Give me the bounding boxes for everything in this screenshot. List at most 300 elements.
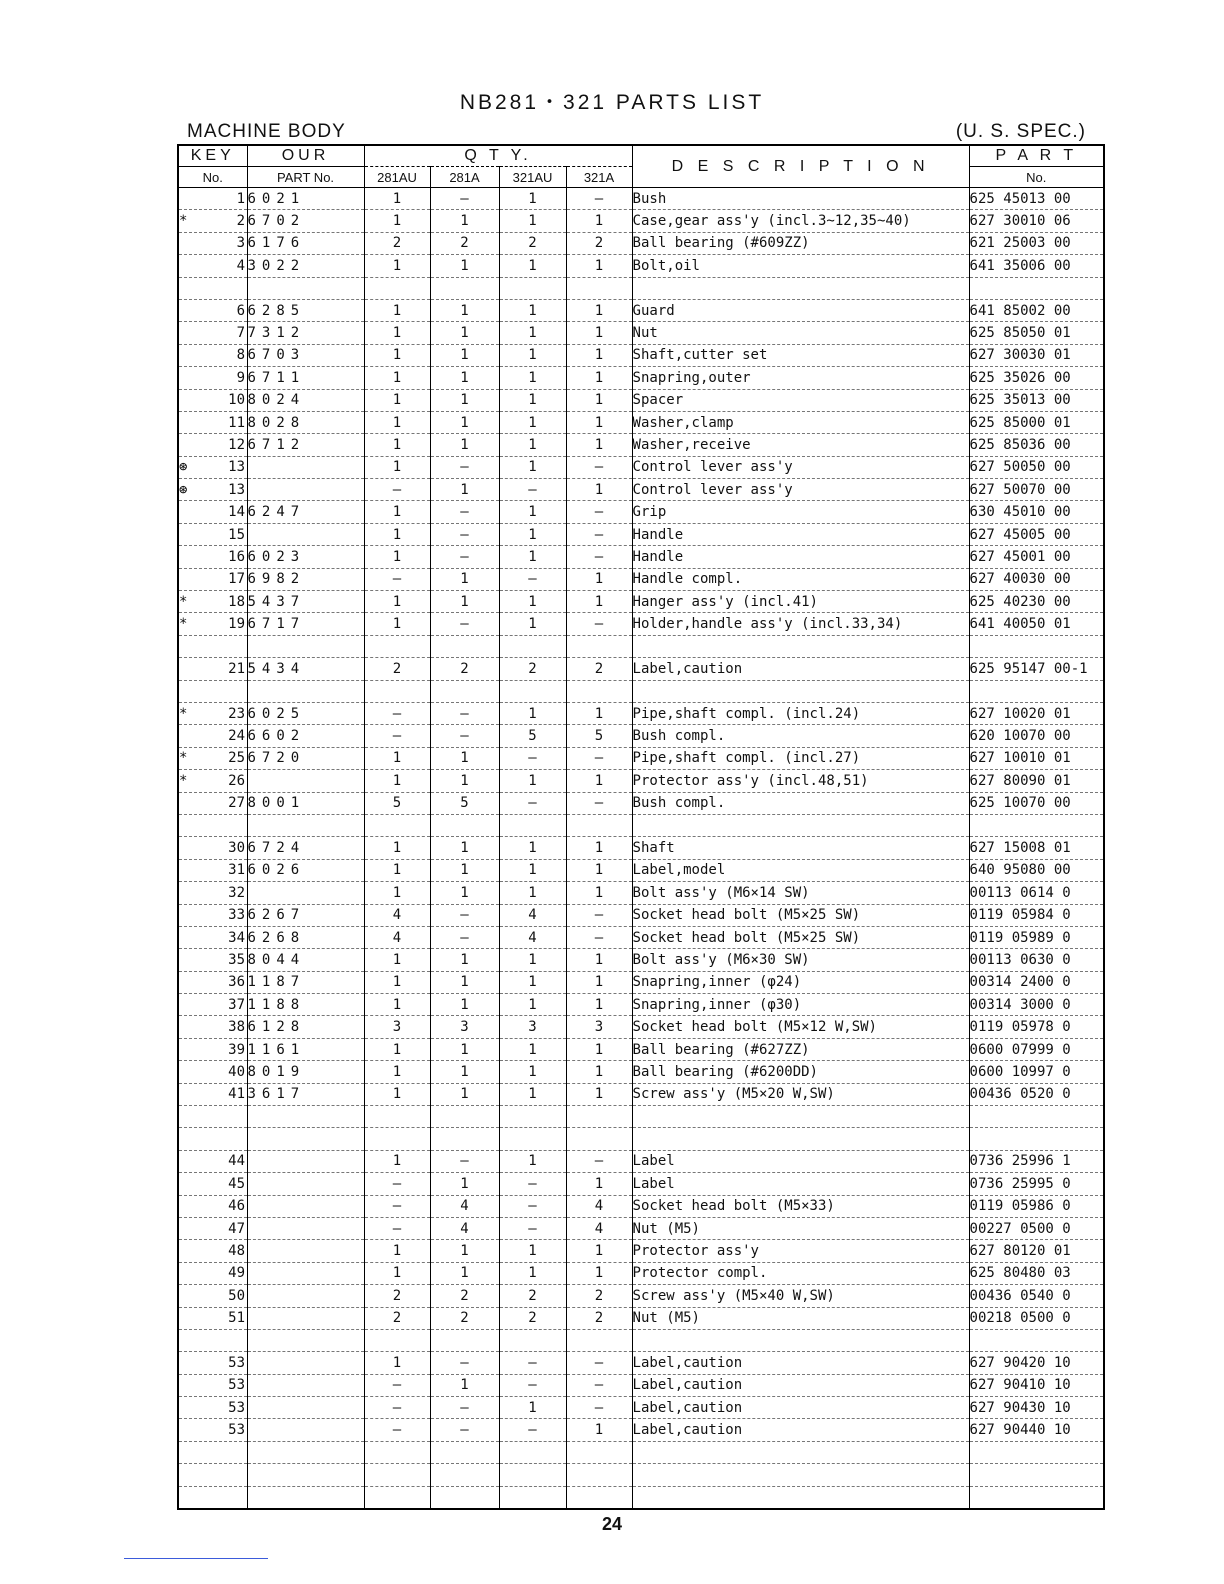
- description-cell: Handle: [632, 546, 969, 568]
- part-number-cell: 627 15008 01: [969, 837, 1104, 859]
- qty-cell: 1: [364, 1240, 430, 1262]
- key-cell: [178, 904, 247, 926]
- key-cell: [178, 1128, 247, 1150]
- table-row: [178, 725, 1104, 747]
- table-row: [178, 859, 1104, 881]
- key-cell: [178, 837, 247, 859]
- description-cell: Guard: [632, 299, 969, 321]
- our-part-cell: [247, 1285, 364, 1307]
- table-row: [178, 479, 1104, 501]
- part-number-cell: 627 30030 01: [969, 344, 1104, 366]
- description-cell: Pipe,shaft compl. (incl.24): [632, 702, 969, 724]
- our-part-cell: 6982: [247, 568, 364, 590]
- table-row: [178, 255, 1104, 277]
- key-cell: [178, 546, 247, 568]
- part-number-cell: 627 90410 10: [969, 1374, 1104, 1396]
- table-row: [178, 904, 1104, 926]
- our-part-cell: [247, 1374, 364, 1396]
- qty-cell: [499, 1464, 566, 1486]
- page-number: 24: [601, 1514, 623, 1534]
- key-cell: [178, 1329, 247, 1351]
- qty-cell: —: [499, 1374, 566, 1396]
- table-row: [178, 1329, 1104, 1351]
- key-cell: [178, 949, 247, 971]
- table-row: [178, 1173, 1104, 1195]
- qty-cell: [364, 680, 430, 702]
- key-number: 49: [228, 1265, 245, 1282]
- description-cell: Ball bearing (#6200DD): [632, 1061, 969, 1083]
- part-number-cell: 640 95080 00: [969, 859, 1104, 881]
- qty-cell: 1: [430, 210, 499, 232]
- qty-cell: 1: [566, 1173, 632, 1195]
- key-cell: [178, 1150, 247, 1172]
- our-part-cell: 8024: [247, 389, 364, 411]
- qty-cell: 2: [499, 1307, 566, 1329]
- our-part-cell: 6724: [247, 837, 364, 859]
- description-cell: Nut: [632, 322, 969, 344]
- qty-cell: 1: [364, 1083, 430, 1105]
- our-part-cell: [247, 1486, 364, 1509]
- description-cell: Nut (M5): [632, 1217, 969, 1239]
- qty-col-321au: 321AU: [499, 167, 566, 188]
- description-cell: Handle: [632, 523, 969, 545]
- key-cell: [178, 389, 247, 411]
- table-row: [178, 1397, 1104, 1419]
- description-cell: Shaft: [632, 837, 969, 859]
- qty-cell: 1: [430, 859, 499, 881]
- key-cell: [178, 1038, 247, 1060]
- qty-cell: 1: [566, 367, 632, 389]
- table-row: [178, 837, 1104, 859]
- qty-cell: 1: [430, 434, 499, 456]
- qty-cell: 2: [430, 658, 499, 680]
- key-number: 12: [228, 436, 245, 453]
- table-row: [178, 232, 1104, 254]
- description-cell: Label,caution: [632, 1419, 969, 1441]
- qty-cell: 1: [499, 299, 566, 321]
- qty-cell: 3: [566, 1016, 632, 1038]
- qty-cell: [364, 1464, 430, 1486]
- qty-cell: 1: [430, 747, 499, 769]
- qty-cell: 1: [566, 1061, 632, 1083]
- table-row: [178, 367, 1104, 389]
- description-cell: Hanger ass'y (incl.41): [632, 591, 969, 613]
- key-cell: [178, 591, 247, 613]
- table-row: [178, 1038, 1104, 1060]
- our-part-cell: 6703: [247, 344, 364, 366]
- our-part-cell: [247, 1352, 364, 1374]
- part-number-cell: 625 35026 00: [969, 367, 1104, 389]
- key-number: 36: [228, 974, 245, 991]
- qty-cell: 4: [499, 926, 566, 948]
- key-cell: [178, 1374, 247, 1396]
- qty-cell: 1: [499, 1038, 566, 1060]
- key-number: 53: [228, 1377, 245, 1394]
- qty-cell: [566, 1329, 632, 1351]
- qty-cell: [430, 1464, 499, 1486]
- our-part-cell: 8028: [247, 411, 364, 433]
- qty-cell: 1: [566, 479, 632, 501]
- key-number: 3: [236, 235, 245, 252]
- qty-cell: [499, 1441, 566, 1463]
- qty-cell: 1: [430, 1061, 499, 1083]
- qty-cell: 1: [499, 1262, 566, 1284]
- description-cell: Socket head bolt (M5×25 SW): [632, 904, 969, 926]
- table-row: [178, 814, 1104, 836]
- qty-cell: 1: [566, 1083, 632, 1105]
- key-number: 37: [228, 996, 245, 1013]
- qty-cell: [499, 1106, 566, 1128]
- key-number: 34: [228, 929, 245, 946]
- key-cell: [178, 680, 247, 702]
- key-number: 13: [228, 481, 245, 498]
- table-row: [178, 546, 1104, 568]
- qty-cell: 2: [364, 232, 430, 254]
- qty-cell: [566, 635, 632, 657]
- part-number-cell: 00436 0520 0: [969, 1083, 1104, 1105]
- description-cell: Label,caution: [632, 1352, 969, 1374]
- qty-cell: 1: [566, 299, 632, 321]
- part-number-cell: 625 40230 00: [969, 591, 1104, 613]
- table-row: [178, 188, 1104, 210]
- qty-cell: —: [566, 792, 632, 814]
- part-number-cell: 627 45005 00: [969, 523, 1104, 545]
- footer-rule: [124, 1558, 268, 1559]
- table-row: [178, 1464, 1104, 1486]
- qty-cell: 1: [430, 389, 499, 411]
- table-row: [178, 501, 1104, 523]
- part-number-cell: 627 40030 00: [969, 568, 1104, 590]
- qty-cell: [364, 1329, 430, 1351]
- description-cell: Washer,clamp: [632, 411, 969, 433]
- part-number-cell: 625 35013 00: [969, 389, 1104, 411]
- qty-cell: 2: [430, 232, 499, 254]
- description-cell: Handle compl.: [632, 568, 969, 590]
- table-row: [178, 1061, 1104, 1083]
- table-row: [178, 1016, 1104, 1038]
- key-cell: [178, 411, 247, 433]
- our-part-cell: 8001: [247, 792, 364, 814]
- qty-cell: 1: [364, 949, 430, 971]
- key-cell: [178, 456, 247, 478]
- table-row: [178, 1419, 1104, 1441]
- qty-cell: [566, 1464, 632, 1486]
- part-number-cell: 641 35006 00: [969, 255, 1104, 277]
- qty-cell: —: [364, 479, 430, 501]
- qty-cell: 2: [566, 232, 632, 254]
- qty-cell: 4: [566, 1195, 632, 1217]
- description-cell: [632, 1464, 969, 1486]
- qty-cell: 1: [364, 1150, 430, 1172]
- qty-cell: —: [566, 188, 632, 210]
- key-mark: ⊛: [179, 481, 188, 498]
- qty-cell: —: [499, 1352, 566, 1374]
- description-cell: Nut (M5): [632, 1307, 969, 1329]
- key-cell: [178, 971, 247, 993]
- our-part-cell: 6176: [247, 232, 364, 254]
- qty-cell: —: [566, 613, 632, 635]
- table-row: [178, 1486, 1104, 1509]
- our-part-cell: 6268: [247, 926, 364, 948]
- our-part-cell: 6712: [247, 434, 364, 456]
- qty-cell: [430, 1106, 499, 1128]
- qty-cell: 1: [364, 501, 430, 523]
- qty-cell: 1: [499, 859, 566, 881]
- key-number: 23: [228, 705, 245, 722]
- key-number: 14: [228, 504, 245, 521]
- key-mark: *: [179, 213, 188, 230]
- description-cell: Snapring,inner (φ24): [632, 971, 969, 993]
- qty-cell: 1: [430, 1374, 499, 1396]
- our-part-cell: [247, 680, 364, 702]
- table-row: [178, 702, 1104, 724]
- part-number-cell: 0600 07999 0: [969, 1038, 1104, 1060]
- description-cell: Bolt ass'y (M6×14 SW): [632, 882, 969, 904]
- description-cell: Bolt ass'y (M6×30 SW): [632, 949, 969, 971]
- key-number: 19: [228, 616, 245, 633]
- qty-cell: —: [566, 747, 632, 769]
- key-cell: [178, 1285, 247, 1307]
- qty-cell: —: [566, 904, 632, 926]
- qty-cell: —: [499, 568, 566, 590]
- qty-cell: [364, 814, 430, 836]
- qty-cell: 1: [566, 411, 632, 433]
- qty-cell: 1: [364, 747, 430, 769]
- description-cell: Control lever ass'y: [632, 456, 969, 478]
- key-cell: [178, 882, 247, 904]
- our-part-cell: 6247: [247, 501, 364, 523]
- key-cell: [178, 210, 247, 232]
- our-part-cell: [247, 456, 364, 478]
- part-number-cell: 627 10020 01: [969, 702, 1104, 724]
- part-number-cell: 00113 0614 0: [969, 882, 1104, 904]
- qty-cell: 1: [364, 210, 430, 232]
- our-part-cell: 8019: [247, 1061, 364, 1083]
- qty-cell: 1: [430, 1240, 499, 1262]
- key-cell: [178, 501, 247, 523]
- qty-cell: 1: [364, 255, 430, 277]
- our-part-cell: 6717: [247, 613, 364, 635]
- qty-cell: 2: [430, 1285, 499, 1307]
- qty-cell: 1: [499, 1397, 566, 1419]
- our-part-cell: 6025: [247, 702, 364, 724]
- qty-cell: 1: [430, 344, 499, 366]
- qty-cell: 1: [364, 859, 430, 881]
- table-row: [178, 1307, 1104, 1329]
- qty-col-321a: 321A: [566, 167, 632, 188]
- description-cell: Bush compl.: [632, 792, 969, 814]
- part-number-cell: [969, 1106, 1104, 1128]
- qty-cell: 1: [566, 702, 632, 724]
- description-cell: Bush: [632, 188, 969, 210]
- our-part-cell: [247, 1464, 364, 1486]
- qty-cell: —: [364, 725, 430, 747]
- qty-cell: 1: [430, 255, 499, 277]
- key-number: 35: [228, 951, 245, 968]
- part-number-cell: 00218 0500 0: [969, 1307, 1104, 1329]
- description-cell: Screw ass'y (M5×20 W,SW): [632, 1083, 969, 1105]
- qty-cell: 3: [430, 1016, 499, 1038]
- key-number: 17: [228, 571, 245, 588]
- qty-cell: 1: [566, 389, 632, 411]
- qty-cell: 1: [364, 882, 430, 904]
- key-number: 16: [228, 548, 245, 565]
- table-row: [178, 747, 1104, 769]
- qty-cell: 3: [499, 1016, 566, 1038]
- part-number-cell: 00227 0500 0: [969, 1217, 1104, 1239]
- our-part-cell: 6602: [247, 725, 364, 747]
- key-cell: [178, 1464, 247, 1486]
- qty-cell: 1: [430, 568, 499, 590]
- qty-cell: [566, 277, 632, 299]
- part-number-cell: [969, 1128, 1104, 1150]
- qty-cell: 1: [430, 1262, 499, 1284]
- table-row: [178, 389, 1104, 411]
- qty-cell: 2: [566, 1285, 632, 1307]
- table-row: [178, 277, 1104, 299]
- key-number: 18: [228, 593, 245, 610]
- qty-cell: 1: [499, 613, 566, 635]
- our-part-cell: [247, 770, 364, 792]
- key-number: 21: [228, 660, 245, 677]
- table-row: [178, 591, 1104, 613]
- part-number-cell: 625 85050 01: [969, 322, 1104, 344]
- table-row: [178, 1217, 1104, 1239]
- qty-cell: 1: [499, 1083, 566, 1105]
- table-row: [178, 1374, 1104, 1396]
- qty-cell: [364, 277, 430, 299]
- table-row: [178, 994, 1104, 1016]
- description-cell: Label,caution: [632, 658, 969, 680]
- our-part-cell: 6023: [247, 546, 364, 568]
- qty-cell: 1: [430, 949, 499, 971]
- table-row: [178, 926, 1104, 948]
- qty-cell: [566, 1486, 632, 1509]
- key-cell: [178, 1240, 247, 1262]
- qty-cell: [430, 680, 499, 702]
- key-cell: [178, 1441, 247, 1463]
- key-number: 1: [236, 190, 245, 207]
- qty-cell: —: [430, 1419, 499, 1441]
- qty-cell: —: [566, 523, 632, 545]
- qty-col-281a: 281A: [430, 167, 499, 188]
- qty-cell: 2: [499, 658, 566, 680]
- description-cell: [632, 1128, 969, 1150]
- our-part-cell: 5437: [247, 591, 364, 613]
- description-cell: Screw ass'y (M5×40 W,SW): [632, 1285, 969, 1307]
- part-number-cell: 620 10070 00: [969, 725, 1104, 747]
- description-cell: Socket head bolt (M5×33): [632, 1195, 969, 1217]
- qty-cell: —: [364, 568, 430, 590]
- parts-body: [178, 188, 1104, 1510]
- key-number: 39: [228, 1041, 245, 1058]
- qty-cell: 1: [430, 971, 499, 993]
- qty-cell: 1: [499, 188, 566, 210]
- part-number-cell: 0119 05989 0: [969, 926, 1104, 948]
- key-number: 24: [228, 728, 245, 745]
- key-cell: [178, 344, 247, 366]
- key-mark: *: [179, 772, 188, 789]
- qty-cell: 1: [364, 389, 430, 411]
- qty-cell: —: [364, 1397, 430, 1419]
- qty-cell: 1: [499, 949, 566, 971]
- qty-cell: 4: [364, 926, 430, 948]
- key-cell: [178, 1061, 247, 1083]
- our-part-cell: 6267: [247, 904, 364, 926]
- qty-cell: 1: [566, 210, 632, 232]
- qty-cell: 1: [430, 837, 499, 859]
- qty-cell: —: [364, 702, 430, 724]
- our-part-cell: [247, 635, 364, 657]
- key-cell: [178, 702, 247, 724]
- our-part-cell: [247, 1397, 364, 1419]
- qty-cell: —: [566, 1150, 632, 1172]
- table-row: [178, 322, 1104, 344]
- qty-cell: —: [430, 702, 499, 724]
- qty-cell: 1: [499, 971, 566, 993]
- qty-cell: 1: [364, 613, 430, 635]
- qty-cell: 1: [499, 546, 566, 568]
- qty-cell: 1: [430, 479, 499, 501]
- part-number-cell: [969, 1486, 1104, 1509]
- our-part-cell: [247, 277, 364, 299]
- part-number-cell: 625 95147 00-1: [969, 658, 1104, 680]
- qty-cell: 1: [430, 770, 499, 792]
- key-cell: [178, 1486, 247, 1509]
- our-part-cell: [247, 1173, 364, 1195]
- part-number-cell: 627 90440 10: [969, 1419, 1104, 1441]
- key-cell: [178, 322, 247, 344]
- qty-cell: 1: [499, 367, 566, 389]
- table-row: [178, 613, 1104, 635]
- part-number-cell: 00314 2400 0: [969, 971, 1104, 993]
- part-number-cell: 00436 0540 0: [969, 1285, 1104, 1307]
- table-row: [178, 1195, 1104, 1217]
- key-number: 33: [228, 907, 245, 924]
- part-number-cell: 627 50050 00: [969, 456, 1104, 478]
- qty-cell: —: [499, 1217, 566, 1239]
- qty-cell: 1: [499, 322, 566, 344]
- description-cell: Pipe,shaft compl. (incl.27): [632, 747, 969, 769]
- part-number-cell: [969, 680, 1104, 702]
- qty-cell: 1: [364, 1038, 430, 1060]
- description-cell: Grip: [632, 501, 969, 523]
- our-part-cell: 6128: [247, 1016, 364, 1038]
- qty-cell: 1: [430, 367, 499, 389]
- key-number: 53: [228, 1422, 245, 1439]
- part-number-cell: 627 30010 06: [969, 210, 1104, 232]
- key-number: 38: [228, 1019, 245, 1036]
- qty-cell: 1: [430, 882, 499, 904]
- key-cell: [178, 434, 247, 456]
- part-number-cell: 641 40050 01: [969, 613, 1104, 635]
- qty-cell: —: [430, 1352, 499, 1374]
- qty-cell: —: [499, 1419, 566, 1441]
- our-part-cell: 5434: [247, 658, 364, 680]
- qty-cell: 1: [364, 1061, 430, 1083]
- part-number-cell: [969, 814, 1104, 836]
- key-cell: [178, 814, 247, 836]
- qty-cell: 1: [430, 994, 499, 1016]
- part-header: P A R T: [969, 145, 1104, 167]
- qty-cell: [430, 1486, 499, 1509]
- parts-table: [177, 144, 1105, 1510]
- qty-cell: 1: [566, 344, 632, 366]
- qty-cell: 4: [364, 904, 430, 926]
- our-part-cell: [247, 1240, 364, 1262]
- qty-cell: [566, 1106, 632, 1128]
- key-cell: [178, 859, 247, 881]
